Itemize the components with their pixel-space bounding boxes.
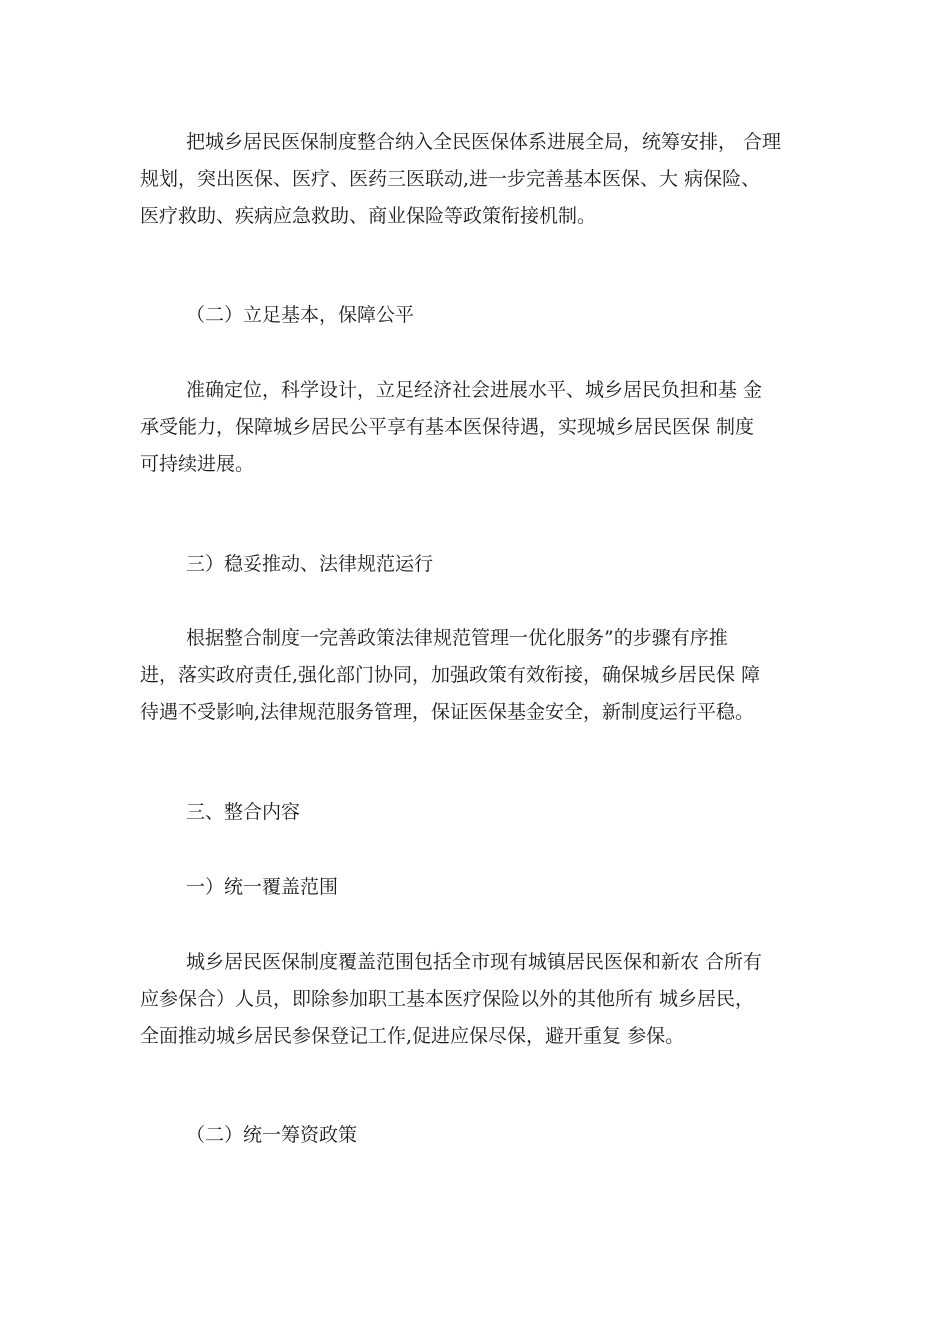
paragraph-line: 准确定位，科学设计，立足经济社会进展水平、城乡居民负担和基 金 — [186, 379, 763, 401]
paragraph-line: 全面推动城乡居民参保登记工作,促进应保尽保，避开重复 参保。 — [140, 1025, 685, 1047]
paragraph-unified-coverage — [140, 944, 816, 1055]
section-heading-unified-coverage: 一）统一覆盖范围 — [186, 876, 339, 898]
paragraph-line: 城乡居民医保制度覆盖范围包括全市现有城镇居民医保和新农 合所有 — [186, 951, 763, 973]
paragraph-line: 根据整合制度一完善政策法律规范管理一优化服务”的步骤有序推 — [186, 627, 728, 649]
paragraph-line: 可持续进展。 — [140, 453, 255, 475]
paragraph-integration-overview — [140, 124, 816, 235]
paragraph-line: 待遇不受影响,法律规范服务管理，保证医保基金安全，新制度运行平稳。 — [140, 701, 755, 723]
paragraph-line: 承受能力，保障城乡居民公平享有基本医保待遇，实现城乡居民医保 制度 — [140, 416, 755, 438]
paragraph-line: 把城乡居民医保制度整合纳入全民医保体系进展全局，统筹安排， 合理 — [186, 131, 782, 153]
section-heading-unified-financing: （二）统一筹资政策 — [186, 1124, 358, 1146]
paragraph-line: 规划，突出医保、医疗、医药三医联动,进一步完善基本医保、大 病保险、 — [140, 168, 761, 190]
paragraph-line: 应参保合）人员，即除参加职工基本医疗保险以外的其他所有 城乡居民， — [140, 988, 755, 1010]
paragraph-line: 进，落实政府责任,强化部门协同，加强政策有效衔接，确保城乡居民保 障 — [140, 664, 761, 686]
section-heading-steady-promotion: 三）稳妥推动、法律规范运行 — [186, 553, 434, 575]
paragraph-basic-fairness — [140, 372, 816, 483]
section-heading-basic-fairness: （二）立足基本，保障公平 — [186, 304, 415, 326]
paragraph-line: 医疗救助、疾病应急救助、商业保险等政策衔接机制。 — [140, 205, 597, 227]
section-heading-integration-content: 三、整合内容 — [186, 801, 301, 823]
paragraph-steady-promotion — [140, 620, 816, 731]
